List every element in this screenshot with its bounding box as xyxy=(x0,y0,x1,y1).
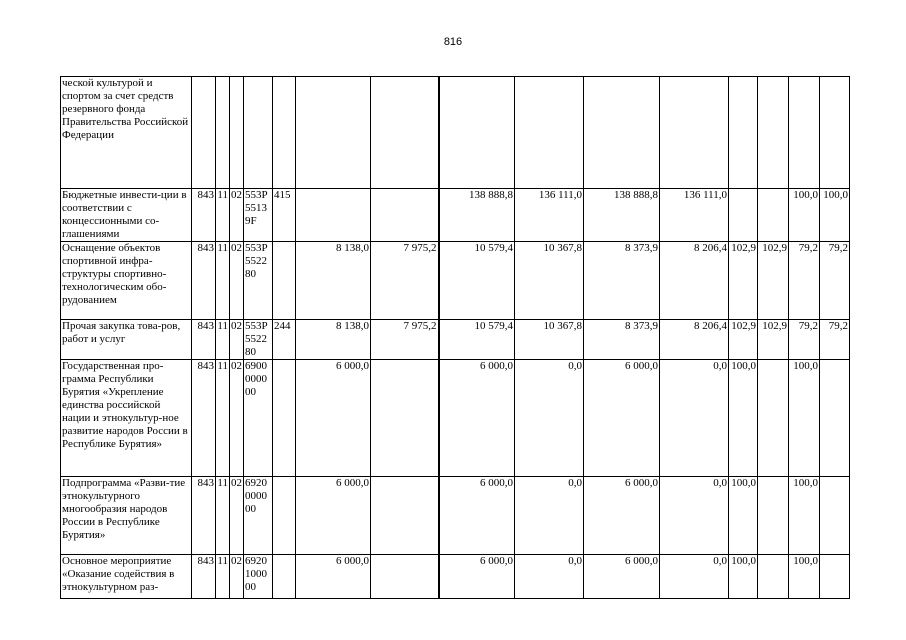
percent-1-cell xyxy=(729,189,758,242)
percent-1-cell: 102,9 xyxy=(729,242,758,320)
value-2-cell: 7 975,2 xyxy=(371,320,439,360)
percent-3-cell: 79,2 xyxy=(789,320,820,360)
budget-table xyxy=(60,76,850,599)
value-2-cell xyxy=(371,555,439,599)
percent-3-cell xyxy=(789,77,820,189)
row-name-cell: Государственная про-грамма Республики Бурятия «Укрепление единства российской нации и этнокультур-ное развитие народов России в Республике Бурятия» xyxy=(61,360,192,477)
subsection-code-cell: 02 xyxy=(230,477,244,555)
percent-1-cell: 100,0 xyxy=(729,555,758,599)
ved-code-cell: 843 xyxy=(192,189,216,242)
expense-type-code-cell xyxy=(273,477,296,555)
percent-4-cell xyxy=(820,477,850,555)
value-4-cell: 0,0 xyxy=(515,477,584,555)
value-4-cell: 0,0 xyxy=(515,555,584,599)
section-code-cell: 11 xyxy=(216,189,230,242)
value-4-cell: 10 367,8 xyxy=(515,242,584,320)
value-5-cell xyxy=(584,77,660,189)
value-6-cell: 0,0 xyxy=(660,477,729,555)
table-row xyxy=(61,320,850,360)
target-article-code-cell xyxy=(244,77,273,189)
expense-type-code-cell xyxy=(273,360,296,477)
value-6-cell: 8 206,4 xyxy=(660,320,729,360)
target-article-code-cell: 553P552280 xyxy=(244,320,273,360)
percent-1-cell: 100,0 xyxy=(729,477,758,555)
value-1-cell: 8 138,0 xyxy=(296,320,371,360)
percent-4-cell: 100,0 xyxy=(820,189,850,242)
target-article-code-cell: 6900000000 xyxy=(244,360,273,477)
percent-4-cell xyxy=(820,77,850,189)
expense-type-code-cell xyxy=(273,555,296,599)
row-name-cell: Оснащение объектов спортивной инфра-структуры спортивно-технологическим обо-рудованием xyxy=(61,242,192,320)
value-3-cell xyxy=(439,77,515,189)
subsection-code-cell xyxy=(230,77,244,189)
value-2-cell: 7 975,2 xyxy=(371,242,439,320)
subsection-code-cell: 02 xyxy=(230,320,244,360)
section-code-cell xyxy=(216,77,230,189)
percent-2-cell xyxy=(758,77,789,189)
value-5-cell: 8 373,9 xyxy=(584,320,660,360)
value-4-cell: 0,0 xyxy=(515,360,584,477)
value-6-cell: 0,0 xyxy=(660,360,729,477)
expense-type-code-cell xyxy=(273,77,296,189)
value-3-cell: 10 579,4 xyxy=(439,320,515,360)
value-2-cell xyxy=(371,77,439,189)
page-number: 816 xyxy=(443,36,463,48)
value-2-cell xyxy=(371,189,439,242)
percent-1-cell: 102,9 xyxy=(729,320,758,360)
percent-4-cell: 79,2 xyxy=(820,242,850,320)
percent-3-cell: 100,0 xyxy=(789,360,820,477)
expense-type-code-cell: 244 xyxy=(273,320,296,360)
subsection-code-cell: 02 xyxy=(230,189,244,242)
percent-3-cell: 79,2 xyxy=(789,242,820,320)
percent-2-cell xyxy=(758,555,789,599)
section-code-cell: 11 xyxy=(216,360,230,477)
value-5-cell: 6 000,0 xyxy=(584,555,660,599)
percent-4-cell xyxy=(820,555,850,599)
section-code-cell: 11 xyxy=(216,242,230,320)
expense-type-code-cell xyxy=(273,242,296,320)
value-3-cell: 10 579,4 xyxy=(439,242,515,320)
target-article-code-cell: 6920100000 xyxy=(244,555,273,599)
value-5-cell: 8 373,9 xyxy=(584,242,660,320)
percent-3-cell: 100,0 xyxy=(789,555,820,599)
value-4-cell: 10 367,8 xyxy=(515,320,584,360)
table-row xyxy=(61,555,850,599)
value-1-cell: 6 000,0 xyxy=(296,555,371,599)
ved-code-cell xyxy=(192,77,216,189)
value-6-cell: 8 206,4 xyxy=(660,242,729,320)
section-code-cell: 11 xyxy=(216,477,230,555)
value-5-cell: 6 000,0 xyxy=(584,360,660,477)
row-name-cell: ческой культурой и спортом за счет средств резервного фонда Правительства Российской Федерации xyxy=(61,77,192,189)
percent-1-cell xyxy=(729,77,758,189)
percent-2-cell xyxy=(758,189,789,242)
percent-2-cell xyxy=(758,477,789,555)
value-1-cell: 6 000,0 xyxy=(296,360,371,477)
value-3-cell: 6 000,0 xyxy=(439,360,515,477)
target-article-code-cell: 553P55139F xyxy=(244,189,273,242)
value-6-cell: 136 111,0 xyxy=(660,189,729,242)
percent-2-cell: 102,9 xyxy=(758,242,789,320)
ved-code-cell: 843 xyxy=(192,242,216,320)
target-article-code-cell: 553P552280 xyxy=(244,242,273,320)
percent-2-cell: 102,9 xyxy=(758,320,789,360)
ved-code-cell: 843 xyxy=(192,360,216,477)
section-code-cell: 11 xyxy=(216,320,230,360)
percent-4-cell: 79,2 xyxy=(820,320,850,360)
value-1-cell: 8 138,0 xyxy=(296,242,371,320)
value-5-cell: 138 888,8 xyxy=(584,189,660,242)
value-2-cell xyxy=(371,360,439,477)
value-4-cell: 136 111,0 xyxy=(515,189,584,242)
value-2-cell xyxy=(371,477,439,555)
table-row xyxy=(61,242,850,320)
value-1-cell: 6 000,0 xyxy=(296,477,371,555)
table-row xyxy=(61,77,850,189)
section-code-cell: 11 xyxy=(216,555,230,599)
ved-code-cell: 843 xyxy=(192,320,216,360)
value-1-cell xyxy=(296,189,371,242)
value-3-cell: 6 000,0 xyxy=(439,477,515,555)
target-article-code-cell: 6920000000 xyxy=(244,477,273,555)
percent-2-cell xyxy=(758,360,789,477)
percent-3-cell: 100,0 xyxy=(789,189,820,242)
value-5-cell: 6 000,0 xyxy=(584,477,660,555)
value-3-cell: 6 000,0 xyxy=(439,555,515,599)
row-name-cell: Прочая закупка това-ров, работ и услуг xyxy=(61,320,192,360)
table-row xyxy=(61,360,850,477)
table-row xyxy=(61,477,850,555)
expense-type-code-cell: 415 xyxy=(273,189,296,242)
value-6-cell xyxy=(660,77,729,189)
ved-code-cell: 843 xyxy=(192,477,216,555)
subsection-code-cell: 02 xyxy=(230,555,244,599)
ved-code-cell: 843 xyxy=(192,555,216,599)
percent-3-cell: 100,0 xyxy=(789,477,820,555)
value-3-cell: 138 888,8 xyxy=(439,189,515,242)
value-1-cell xyxy=(296,77,371,189)
subsection-code-cell: 02 xyxy=(230,242,244,320)
subsection-code-cell: 02 xyxy=(230,360,244,477)
value-4-cell xyxy=(515,77,584,189)
percent-1-cell: 100,0 xyxy=(729,360,758,477)
table-row xyxy=(61,189,850,242)
row-name-cell: Бюджетные инвести-ции в соответствии с концессионными со-глашениями xyxy=(61,189,192,242)
value-6-cell: 0,0 xyxy=(660,555,729,599)
row-name-cell: Основное мероприятие «Оказание содействия в этнокультурном раз- xyxy=(61,555,192,599)
row-name-cell: Подпрограмма «Разви-тие этнокультурного многообразия народов России в Республике Бурятия» xyxy=(61,477,192,555)
percent-4-cell xyxy=(820,360,850,477)
